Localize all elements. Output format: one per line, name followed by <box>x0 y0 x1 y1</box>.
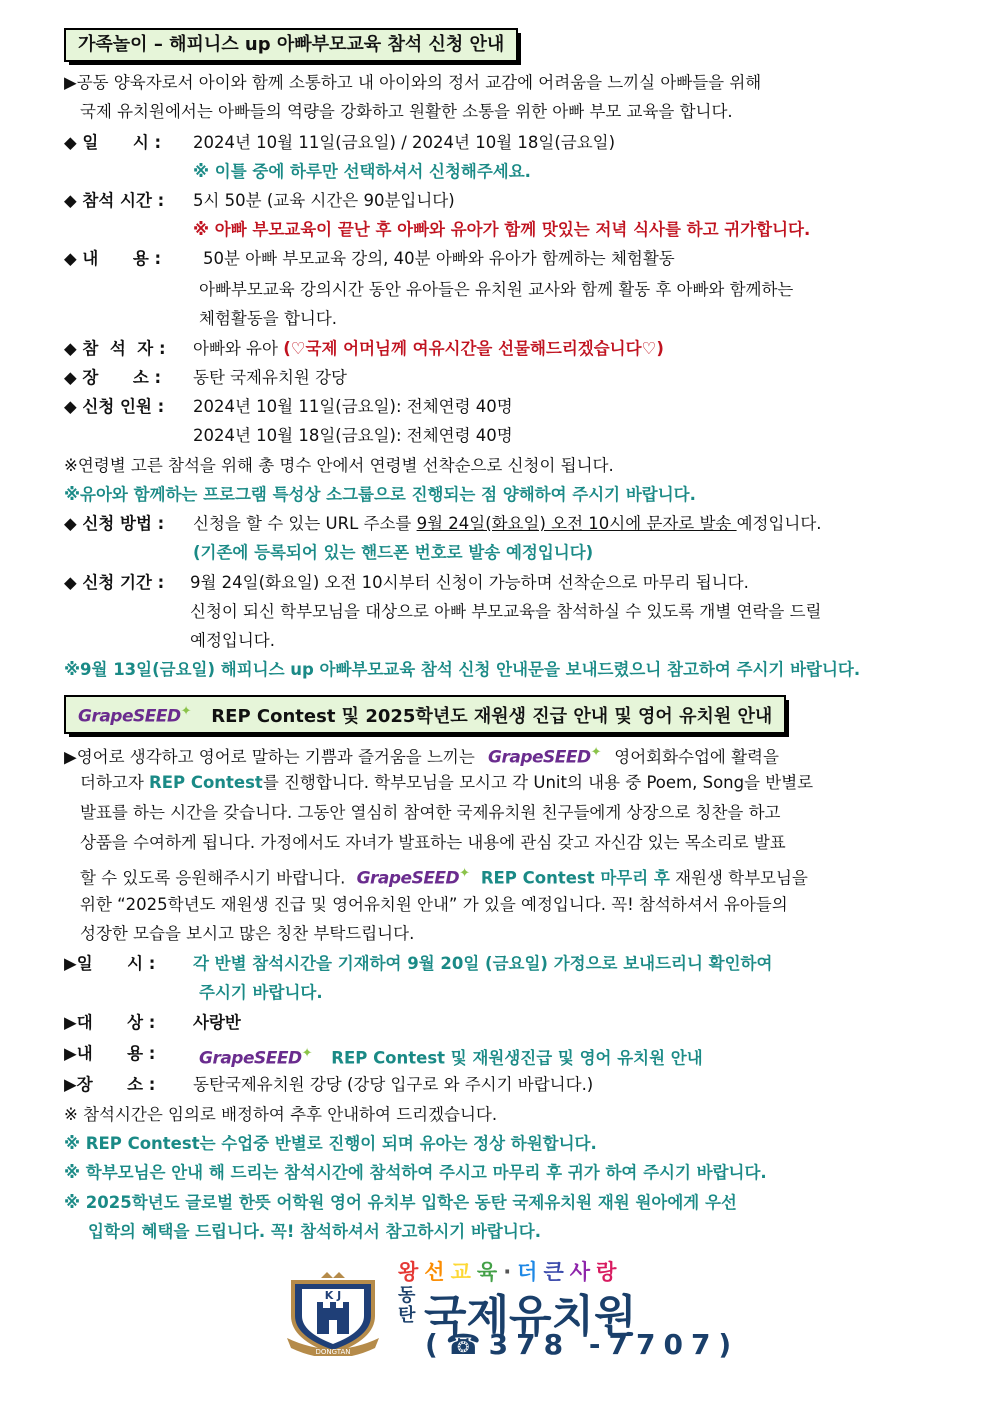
emblem-banner-text: DONGTAN <box>315 1348 351 1356</box>
s2-target-value: 사랑반 <box>193 1013 241 1032</box>
capacity-label: ◆ 신청 인원 : <box>64 397 165 416</box>
grapeseed-mark-icon: ✦ <box>590 745 602 760</box>
method-text-c: 예정입니다. <box>736 514 822 533</box>
school-emblem <box>283 1268 383 1356</box>
slogan-char: 교 <box>450 1260 477 1284</box>
period-label: ◆ 신청 기간 : <box>64 573 165 592</box>
grapeseed-logo-inline3 <box>199 1042 312 1071</box>
s2-p1b: 영어회화수업에 활력을 <box>614 747 779 767</box>
school-name: 국제유치원 <box>424 1291 637 1342</box>
s2-p5b: REP Contest 마무리 후 <box>480 868 670 888</box>
note-age: ※연령별 고른 참석을 위해 총 명수 안에서 연령별 선착순으로 신청이 됩니다. <box>64 456 614 475</box>
s2-content-label: ▶내 용 : <box>64 1044 156 1063</box>
s2-para-line4: 상품을 수여하게 됩니다. 가정에서도 자녀가 발표하는 내용에 관심 갖고 자신감 있는 목소리로 발표 <box>80 833 786 852</box>
period-line2: 신청이 되신 학부모님을 대상으로 아빠 부모교육을 참석하실 수 있도록 개별 연락을 드릴 <box>190 602 822 621</box>
s2-note2: ※ REP Contest는 수업중 반별로 진행이 되며 유아는 정상 하원합니다. <box>64 1134 597 1153</box>
s2-p2a: 더하고자 <box>80 773 150 792</box>
final-note: ※9월 13일(금요일) 해피니스 up 아빠부모교육 참석 신청 안내문을 보내드렸으니 참고하여 주시기 바랍니다. <box>64 660 861 679</box>
slogan-char: 큰 <box>543 1260 570 1284</box>
attendee-text: 아빠와 유아 <box>193 339 278 358</box>
capacity-line2: 2024년 10월 18일(금요일): 전체연령 40명 <box>193 426 513 445</box>
date-note: ※ 이틀 중에 하루만 선택하셔서 신청해주세요. <box>193 162 531 181</box>
section2-title <box>64 695 786 734</box>
emblem-letters: K J <box>324 1289 342 1302</box>
period-line1: 9월 24일(화요일) 오전 10시부터 신청이 가능하며 선착순으로 마무리 됩니다. <box>190 573 749 592</box>
place-value: 동탄 국제유치원 강당 <box>193 368 347 387</box>
time-label: ◆ 참석 시간 : <box>64 191 165 210</box>
s2-date-line2: 주시기 바랍니다. <box>199 983 323 1002</box>
content-line3: 체험활동을 합니다. <box>199 309 338 328</box>
s2-p1a: ▶영어로 생각하고 영어로 말하는 기쁨과 즐거움을 느끼는 <box>64 747 475 767</box>
attendee-label: ◆ 참 석 자 : <box>64 339 166 358</box>
date-value: 2024년 10월 11일(금요일) / 2024년 10월 18일(금요일) <box>193 133 616 152</box>
section1-intro-line2: 국제 유치원에서는 아빠들의 역량을 강화하고 원활한 소통을 위한 아빠 부모 교육을 합니다. <box>80 102 733 121</box>
s2-p2b: REP Contest <box>149 773 263 792</box>
section2-title-text: REP Contest 및 2025학년도 재원생 진급 안내 및 영어 유치원 안내 <box>211 705 773 727</box>
grapeseed-mark-icon: ✦ <box>180 704 191 719</box>
place-label: ◆ 장 소 : <box>64 368 162 387</box>
content-label: ◆ 내 용 : <box>64 249 162 268</box>
s2-note4: ※ 2025학년도 글로벌 한뜻 어학원 영어 유치부 입학은 동탄 국제유치원 재원 원아에게 우선 <box>64 1193 737 1212</box>
s2-target-label: ▶대 상 : <box>64 1013 156 1032</box>
slogan-char: 사 <box>569 1260 597 1284</box>
time-note: ※ 아빠 부모교육이 끝난 후 아빠와 유아가 함께 맛있는 저녁 식사를 하고 귀가합니다. <box>193 220 811 239</box>
s2-date-line1: 각 반별 참석시간을 기재하여 9월 20일 (금요일) 가정으로 보내드리니 확인하여 <box>193 954 773 973</box>
s2-note1: ※ 참석시간은 임의로 배정하여 추후 안내하여 드리겠습니다. <box>64 1105 498 1124</box>
note-smallgroup: ※유아와 함께하는 프로그램 특성상 소그룹으로 진행되는 점 양해하여 주시기 바랍니다. <box>64 485 696 504</box>
section1-intro-line1: ▶공동 양육자로서 아이와 함께 소통하고 내 아이와의 정서 교감에 어려움을 느끼실 아빠들을 위해 <box>64 73 762 92</box>
method-text-a: 신청을 할 수 있는 URL 주소를 <box>193 514 417 533</box>
s2-place-label: ▶장 소 : <box>64 1075 156 1094</box>
slogan-char: 랑 <box>596 1260 623 1284</box>
grapeseed-mark-icon: ✦ <box>301 1046 312 1061</box>
grapeseed-logo-text: GrapeSEED <box>78 706 181 727</box>
slogan-char: 육 <box>476 1260 504 1284</box>
school-phone: (☎378 -7707) <box>425 1328 740 1361</box>
content-line2: 아빠부모교육 강의시간 동안 유아들은 유치원 교사와 함께 활동 후 아빠와 함께하는 <box>199 280 794 299</box>
grapeseed-logo-text: GrapeSEED <box>199 1048 302 1069</box>
s2-p5a: 할 수 있도록 응원해주시기 바랍니다. <box>80 868 346 888</box>
time-value: 5시 50분 (교육 시간은 90분입니다) <box>193 191 455 210</box>
s2-note5: 입학의 혜택을 드립니다. 꼭! 참석하셔서 참고하시기 바랍니다. <box>88 1222 542 1241</box>
s2-note3: ※ 학부모님은 안내 해 드리는 참석시간에 참석하여 주시고 마무리 후 귀가 하여 주시기 바랍니다. <box>64 1163 767 1182</box>
slogan-char: · <box>503 1260 518 1284</box>
s2-para-line3: 발표를 하는 시간을 갖습니다. 그동안 열심히 참여한 국제유치원 친구들에게 상장으로 칭찬을 하고 <box>80 803 781 822</box>
grapeseed-logo <box>78 697 191 732</box>
s2-p5c: 재원생 학부모님을 <box>669 868 808 888</box>
section1-title: 가족놀이 – 해피니스 up 아빠부모교육 참석 신청 안내 <box>64 28 518 62</box>
content-line1: 50분 아빠 부모교육 강의, 40분 아빠와 유아가 함께하는 체험활동 <box>203 249 675 268</box>
s2-para-line6: 위한 “2025학년도 재원생 진급 및 영어유치원 안내” 가 있을 예정입니다. 꼭! 참석하셔서 유아들의 <box>80 895 788 914</box>
period-line3: 예정입니다. <box>190 631 275 650</box>
slogan-char: 더 <box>517 1260 544 1284</box>
slogan-char: 선 <box>424 1260 451 1284</box>
s2-date-label: ▶일 시 : <box>64 954 156 973</box>
slogan-char: 왕 <box>398 1260 425 1284</box>
grapeseed-logo-inline1 <box>488 741 601 770</box>
s2-content-value <box>199 1042 703 1071</box>
capacity-line1: 2024년 10월 11일(금요일): 전체연령 40명 <box>193 397 513 416</box>
method-label: ◆ 신청 방법 : <box>64 514 165 533</box>
s2-place-value: 동탄국제유치원 강당 (강당 입구로 와 주시기 바랍니다.) <box>193 1075 594 1094</box>
s2-para-line5 <box>80 862 808 891</box>
method-text-b: 9월 24일(화요일) 오전 10시에 문자로 발송 <box>416 514 737 533</box>
s2-para-line7: 성장한 모습을 보시고 많은 칭찬 부탁드립니다. <box>80 924 415 943</box>
attendee-value <box>193 337 664 361</box>
school-name-prefix <box>398 1286 420 1326</box>
method-note: (기존에 등록되어 있는 핸드폰 번호로 발송 예정입니다) <box>193 543 594 562</box>
s2-para-line2 <box>80 771 813 795</box>
grapeseed-logo-text: GrapeSEED <box>356 868 460 889</box>
date-label: ◆ 일 시 : <box>64 133 162 152</box>
grapeseed-logo-text: GrapeSEED <box>488 747 591 768</box>
method-value <box>193 512 822 536</box>
school-prefix-text: 동탄 <box>398 1285 416 1326</box>
grapeseed-mark-icon: ✦ <box>459 866 470 881</box>
s2-content-text: REP Contest 및 재원생진급 및 영어 유치원 안내 <box>331 1048 703 1068</box>
emblem-icon <box>283 1268 383 1356</box>
s2-para-line1 <box>64 741 779 770</box>
attendee-note: (♡국제 어머님께 여유시간을 선물해드리겠습니다♡) <box>283 339 664 358</box>
grapeseed-logo-inline2 <box>357 862 470 891</box>
s2-p2c: 를 진행합니다. 학부모님을 모시고 각 Unit의 내용 중 Poem, Song을 반별로 <box>262 773 814 792</box>
